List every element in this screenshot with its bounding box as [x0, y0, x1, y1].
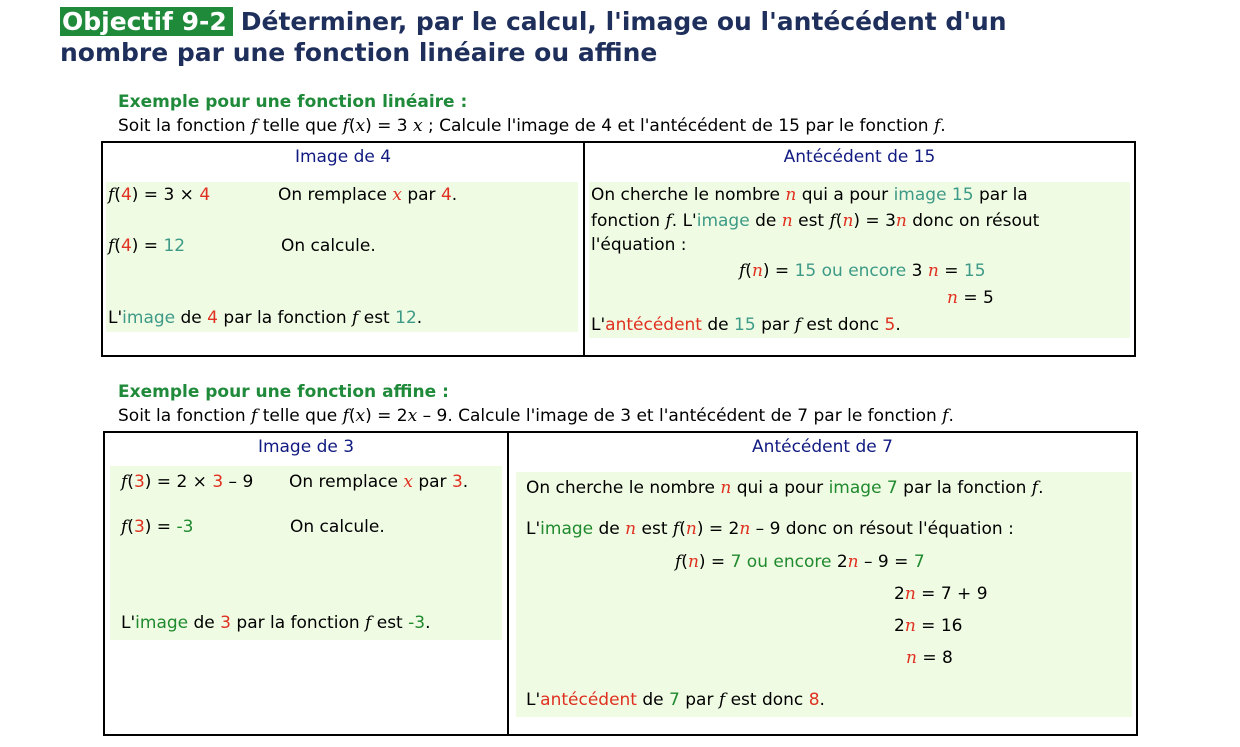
- linear-image-header: Image de 4: [294, 147, 392, 167]
- linear-ant-line-3: l'équation :: [591, 235, 687, 255]
- affine-table-divider: [507, 431, 509, 736]
- linear-ant-conclusion: L'antécédent de 15 par f est donc 5.: [591, 315, 901, 335]
- linear-image-step-1: f(4) = 3 × 4: [108, 185, 211, 205]
- title-line-1: Déterminer, par le calcul, l'image ou l'antécédent d'un: [240, 7, 1007, 36]
- affine-ant-line-1: On cherche le nombre n qui a pour image 7 par la fonction f.: [526, 478, 1044, 498]
- affine-image-step-2: f(3) = -3: [121, 517, 194, 537]
- affine-ant-conclusion: L'antécédent de 7 par f est donc 8.: [526, 690, 825, 710]
- title-line-2: nombre par une fonction linéaire ou affine: [60, 38, 658, 67]
- page-title: [60, 6, 1180, 68]
- affine-image-step-1: f(3) = 2 × 3 – 9: [121, 472, 254, 492]
- linear-image-conclusion: L'image de 4 par la fonction f est 12.: [108, 308, 423, 328]
- linear-antecedent-header: Antécédent de 15: [783, 147, 936, 167]
- linear-image-step-2: f(4) = 12: [108, 236, 186, 256]
- affine-ant-equation-1: f(n) = 7 ou encore 2n – 9 = 7: [675, 552, 925, 572]
- affine-example-heading: Exemple pour une fonction affine :: [118, 382, 449, 402]
- linear-ant-line-2: fonction f. L'image de n est f(n) = 3n donc on résout: [591, 211, 1040, 231]
- affine-antecedent-header: Antécédent de 7: [752, 437, 893, 457]
- linear-ant-equation-1: f(n) = 15 ou encore 3 n = 15: [739, 261, 986, 281]
- linear-ant-equation-2: n = 5: [947, 288, 994, 308]
- linear-example-heading: Exemple pour une fonction linéaire :: [118, 92, 468, 112]
- affine-image-note-1: On remplace x par 3.: [289, 472, 469, 492]
- affine-ant-equation-2: 2n = 7 + 9: [894, 584, 988, 604]
- affine-ant-line-2: L'image de n est f(n) = 2n – 9 donc on résout l'équation :: [526, 519, 1014, 539]
- objective-badge: Objectif 9-2: [60, 7, 233, 36]
- linear-image-note-2: On calcule.: [281, 236, 376, 256]
- linear-image-note-1: On remplace x par 4.: [278, 185, 458, 205]
- linear-ant-line-1: On cherche le nombre n qui a pour image 15 par la: [591, 185, 1028, 205]
- linear-table-divider: [583, 141, 585, 357]
- linear-statement: Soit la fonction f telle que f(x) = 3 x ; Calcule l'image de 4 et l'antécédent de 15 par le fonction f.: [118, 116, 946, 136]
- affine-ant-equation-3: 2n = 16: [894, 616, 963, 636]
- affine-statement: Soit la fonction f telle que f(x) = 2x – 9. Calcule l'image de 3 et l'antécédent de 7 par le fonction f.: [118, 406, 954, 426]
- affine-image-header: Image de 3: [257, 437, 355, 457]
- affine-ant-equation-4: n = 8: [906, 648, 953, 668]
- affine-image-conclusion: L'image de 3 par la fonction f est -3.: [121, 613, 431, 633]
- affine-right-highlight: [516, 472, 1132, 717]
- affine-image-note-2: On calcule.: [290, 517, 385, 537]
